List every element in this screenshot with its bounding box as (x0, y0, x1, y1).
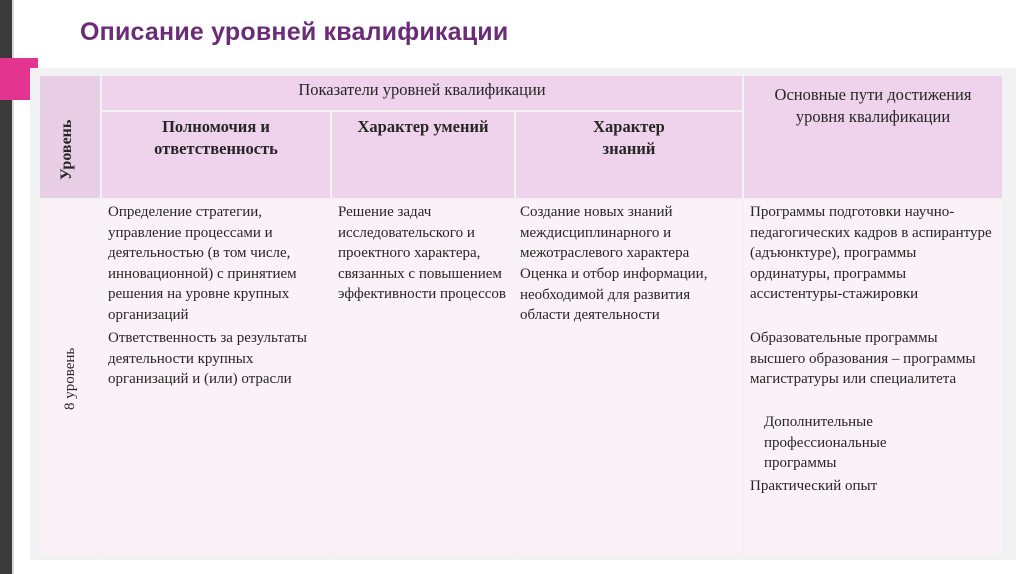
authority-text-1: Определение стратегии, управление процессами и деятельностью (в том числе, инновационной) с принятием решения на уровне крупных организаций (108, 204, 297, 323)
page-title: Описание уровней квалификации (80, 18, 509, 46)
indicators-header-cell (102, 76, 742, 110)
indicators-header-label: Показатели уровней квалификации (298, 80, 546, 99)
paths-header-cell (744, 76, 1002, 198)
level-header-label: Уровень (58, 119, 75, 180)
paths-text-4: Практический опыт (750, 478, 878, 494)
knowledge-text-1: Создание новых знаний междисциплинарного и межотраслевого характера (520, 204, 690, 261)
level-cell (40, 200, 100, 554)
paths-text-2: Образовательные программы высшего образования – программы магистратуры или специалитета (750, 330, 976, 387)
paths-cell (744, 200, 1002, 554)
authority-header-label: Полномочия и ответственность (154, 117, 278, 158)
knowledge-header-label: Характер знаний (593, 117, 665, 158)
level-label: 8 уровень (62, 347, 78, 410)
skills-text-1: Решение задач исследовательского и проектного характера, связанных с повышением эффективности процессов (338, 204, 506, 302)
paths-header-label: Основные пути достижения уровня квалификации (774, 85, 972, 126)
authority-cell (102, 200, 330, 554)
knowledge-cell (516, 200, 742, 554)
paths-text-1: Программы подготовки научно-педагогических кадров в аспирантуре (адъюнктуре), программы ординатуры, программы ассистентуры-стажировки (750, 204, 992, 302)
authority-header-cell (102, 112, 330, 198)
skills-header-label: Характер умений (357, 117, 489, 136)
paths-text-3: Дополнительные профессиональные программы (764, 414, 887, 471)
knowledge-header-cell (516, 112, 742, 198)
knowledge-text-2: Оценка и отбор информации, необходимой для развития области деятельности (520, 266, 708, 323)
qualification-table (30, 68, 1016, 560)
level-header-cell (40, 76, 100, 198)
skills-header-cell (332, 112, 514, 198)
authority-text-2: Ответственность за результаты деятельности крупных организаций и (или) отрасли (108, 330, 307, 387)
skills-cell (332, 200, 514, 554)
